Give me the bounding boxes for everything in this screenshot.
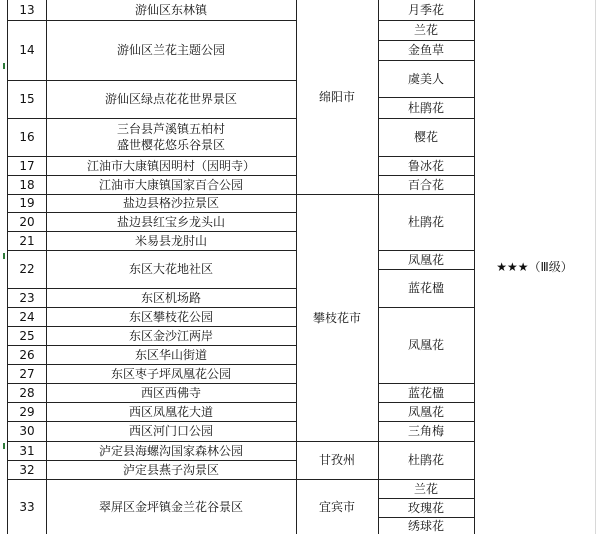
flower-cell: 蓝花楹 xyxy=(407,281,444,295)
location-cell: 西区西佛寺 xyxy=(140,385,201,400)
table-border xyxy=(378,175,474,176)
table-border xyxy=(7,20,296,21)
flower-cell: 杜鹃花 xyxy=(407,100,444,115)
row-index: 17 xyxy=(19,158,35,173)
table-border xyxy=(7,345,296,346)
table-border xyxy=(378,20,474,21)
flower-cell: 月季花 xyxy=(407,3,444,17)
table-border xyxy=(378,60,474,61)
table-border xyxy=(7,175,296,176)
table-border xyxy=(7,212,296,213)
flower-cell: 兰花 xyxy=(413,481,438,496)
row-index: 24 xyxy=(19,309,35,324)
location-cell: 泸定县燕子沟景区 xyxy=(122,462,219,477)
location-cell xyxy=(46,118,296,156)
row-index: 23 xyxy=(19,290,35,305)
location-cell: 米易县龙肘山 xyxy=(134,233,207,248)
row-index: 18 xyxy=(19,177,35,192)
row-index: 28 xyxy=(19,385,35,400)
table-border xyxy=(7,194,296,195)
table-border xyxy=(378,402,474,403)
table-border xyxy=(7,326,296,327)
table-border xyxy=(7,250,296,251)
flower-cell: 凤凰花 xyxy=(407,338,444,352)
location-cell: 东区枣子坪凤凰花公园 xyxy=(110,366,231,381)
location-cell: 东区金沙江两岸 xyxy=(128,328,213,343)
row-index: 30 xyxy=(19,424,35,438)
flower-cell: 凤凰花 xyxy=(407,404,444,419)
table-border xyxy=(378,97,474,98)
row-index: 31 xyxy=(19,443,35,458)
flower-cell: 百合花 xyxy=(407,177,444,192)
flower-cell: 鲁冰花 xyxy=(407,158,444,173)
row-index: 14 xyxy=(19,43,35,57)
row-index: 13 xyxy=(19,3,35,17)
table-border xyxy=(7,421,296,422)
location-line: 三台县芦溪镇五柏村 xyxy=(116,122,225,136)
sheet-gridline xyxy=(595,0,596,534)
flower-cell: 樱花 xyxy=(413,130,438,144)
row-index: 25 xyxy=(19,328,35,343)
city-cell: 宜宾市 xyxy=(318,499,355,514)
location-cell: 东区华山街道 xyxy=(134,347,207,362)
table-border xyxy=(378,517,474,518)
flower-cell: 兰花 xyxy=(413,23,438,37)
table-border xyxy=(7,479,296,480)
table-border xyxy=(378,194,474,195)
table-border xyxy=(7,231,296,232)
table-border xyxy=(378,383,474,384)
location-cell: 东区机场路 xyxy=(140,290,201,305)
table-border xyxy=(7,460,296,461)
row-index: 26 xyxy=(19,347,35,362)
table-border xyxy=(7,307,296,308)
row-index: 20 xyxy=(19,214,35,229)
row-index: 33 xyxy=(19,499,35,514)
table-border xyxy=(474,0,475,534)
location-cell: 游仙区绿点花花世界景区 xyxy=(104,92,237,106)
table-border xyxy=(296,441,378,442)
table-border xyxy=(7,383,296,384)
location-cell: 西区河门口公园 xyxy=(128,424,213,438)
flower-cell: 三角梅 xyxy=(407,424,444,438)
flower-cell: 凤凰花 xyxy=(407,252,444,267)
table-border xyxy=(378,0,379,534)
row-marker xyxy=(3,443,5,449)
row-marker xyxy=(3,63,5,69)
grade-cell: ★★★（Ⅲ级） xyxy=(496,260,573,274)
table-border xyxy=(378,441,474,442)
city-cell: 攀枝花市 xyxy=(312,310,361,325)
table-border xyxy=(7,441,296,442)
location-cell: 江油市大康镇国家百合公园 xyxy=(98,177,243,192)
location-cell: 翠屏区金坪镇金兰花谷景区 xyxy=(98,499,243,514)
location-cell: 盐边县红宝乡龙头山 xyxy=(116,214,225,229)
flower-cell: 金鱼草 xyxy=(407,43,444,57)
flower-cell: 蓝花楹 xyxy=(407,385,444,400)
table-border xyxy=(7,402,296,403)
table-border xyxy=(378,269,474,270)
row-index: 21 xyxy=(19,233,35,248)
table-border xyxy=(296,194,378,195)
row-index: 16 xyxy=(19,130,35,144)
table-border xyxy=(296,0,297,534)
location-cell: 东区攀枝花公园 xyxy=(128,309,213,324)
table-border xyxy=(7,118,296,119)
flower-cell: 虞美人 xyxy=(407,71,444,86)
flower-cell: 杜鹃花 xyxy=(407,215,444,229)
row-index: 22 xyxy=(19,262,35,276)
location-cell: 江油市大康镇因明村（因明寺） xyxy=(86,158,255,173)
flower-cell: 绣球花 xyxy=(407,518,444,533)
table-border xyxy=(378,156,474,157)
table-border xyxy=(7,80,296,81)
city-cell: 甘孜州 xyxy=(318,453,355,467)
location-cell: 游仙区兰花主题公园 xyxy=(116,43,225,57)
row-index: 19 xyxy=(19,196,35,210)
location-cell: 盐边县格沙拉景区 xyxy=(122,196,219,210)
location-line: 盛世樱花悠乐谷景区 xyxy=(116,138,225,152)
flower-cell: 杜鹃花 xyxy=(407,453,444,467)
location-cell: 东区大花地社区 xyxy=(128,262,213,276)
row-index: 29 xyxy=(19,404,35,419)
table-border xyxy=(7,156,296,157)
city-cell: 绵阳市 xyxy=(318,90,355,104)
table-border xyxy=(378,498,474,499)
table-border xyxy=(378,40,474,41)
table-border xyxy=(378,250,474,251)
row-index: 15 xyxy=(19,92,35,106)
table-border xyxy=(378,307,474,308)
table-border xyxy=(378,479,474,480)
location-cell: 泸定县海螺沟国家森林公园 xyxy=(98,443,243,458)
table-border xyxy=(296,479,378,480)
location-cell: 西区凤凰花大道 xyxy=(128,404,213,419)
row-index: 32 xyxy=(19,462,35,477)
table-border xyxy=(378,421,474,422)
table-border xyxy=(7,288,296,289)
location-cell: 游仙区东林镇 xyxy=(134,3,207,17)
flower-cell: 玫瑰花 xyxy=(407,500,444,515)
table-border xyxy=(378,118,474,119)
row-index: 27 xyxy=(19,366,35,381)
table-border xyxy=(7,364,296,365)
row-marker xyxy=(3,253,5,259)
